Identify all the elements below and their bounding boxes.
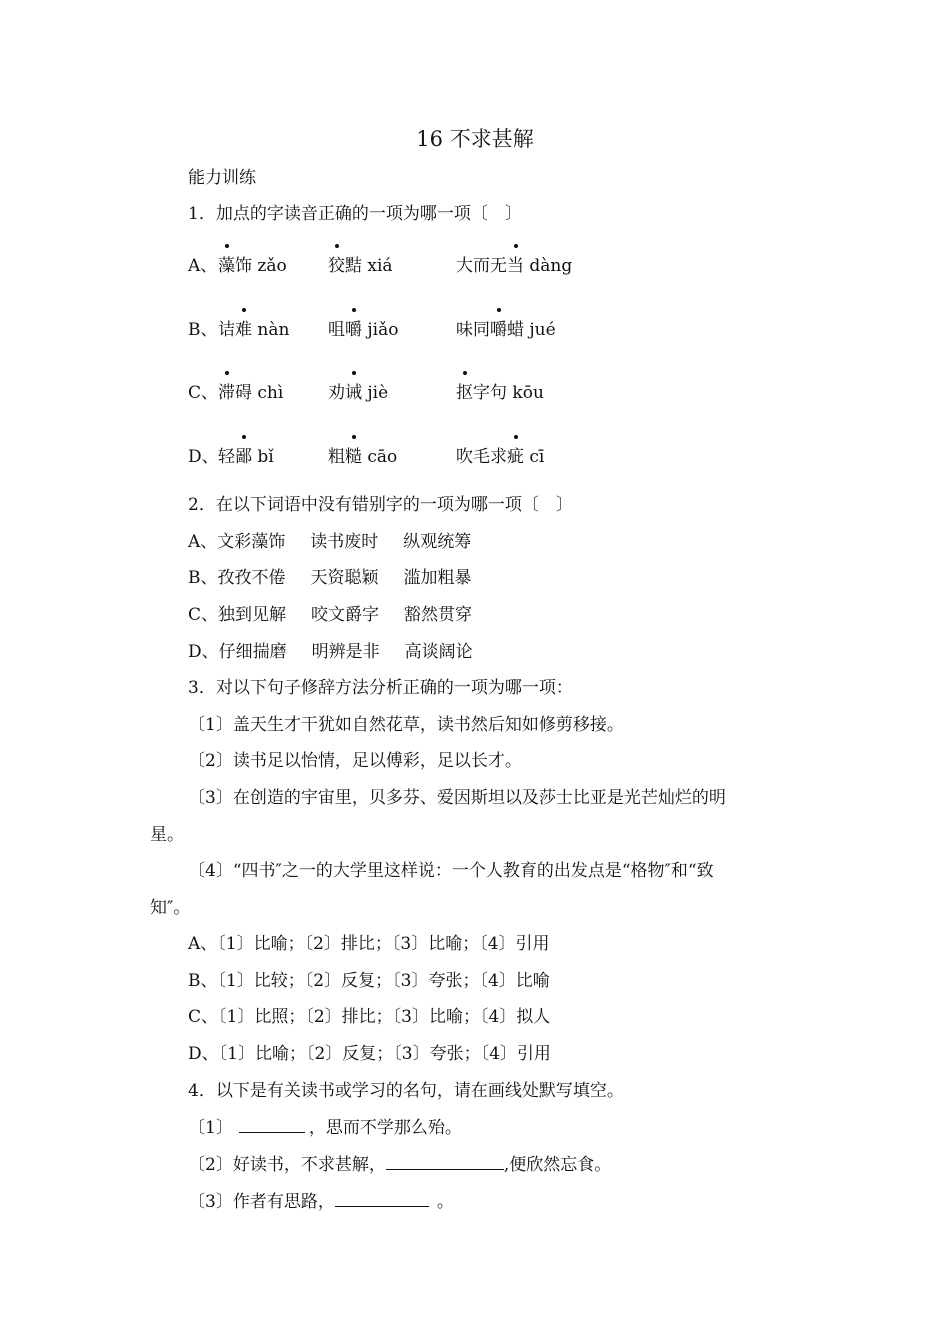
word-text: 味同 <box>456 320 490 340</box>
section-heading: 能力训练 <box>188 168 256 188</box>
emphasis-dot <box>352 371 356 375</box>
q3-option-c: C、〔1〕比照；〔2〕排比；〔3〕比喻；〔4〕拟人 <box>188 1007 551 1027</box>
q3-option-d: D、〔1〕比喻；〔2〕反复；〔3〕夸张；〔4〕引用 <box>188 1044 551 1064</box>
emphasis-dot <box>463 371 467 375</box>
q3-sentence-1: 〔1〕盖天生才干犹如自然花草，读书然后知如修剪移接。 <box>188 715 624 735</box>
dotted-character: 藻 <box>218 255 235 277</box>
word-text: bǐ <box>252 447 274 467</box>
option-label: D、 <box>188 447 219 467</box>
pinyin-item <box>218 319 289 341</box>
emphasis-dot <box>352 435 356 439</box>
dotted-character: 鄙 <box>235 446 252 468</box>
dotted-character: 疵 <box>507 446 524 468</box>
pinyin-item <box>456 319 556 341</box>
question-4-stem: 4．以下是有关读书或学习的名句，请在画线处默写填空。 <box>188 1081 624 1101</box>
q1-option-c <box>188 382 544 404</box>
pinyin-item <box>218 382 283 404</box>
word-text: 黠 xiá <box>345 256 393 276</box>
answer-blank[interactable] <box>335 1190 429 1207</box>
q1-option-b <box>188 319 556 341</box>
pinyin-item <box>328 382 388 404</box>
option-label: A、 <box>188 532 218 552</box>
q3-sentence-3-cont: 星。 <box>150 825 184 845</box>
pinyin-item <box>218 255 287 277</box>
pinyin-item <box>218 446 274 468</box>
option-label: C、 <box>188 605 219 625</box>
emphasis-dot <box>225 244 229 248</box>
q4-fill-3 <box>188 1190 454 1213</box>
emphasis-dot <box>242 435 246 439</box>
option-word: 孜孜不倦 <box>217 568 286 588</box>
emphasis-dot <box>225 371 229 375</box>
answer-blank[interactable] <box>239 1116 305 1133</box>
dotted-character: 抠 <box>456 382 473 404</box>
q3-option-b: B、〔1〕比较；〔2〕反复；〔3〕夸张；〔4〕比喻 <box>188 971 550 991</box>
emphasis-dot <box>335 244 339 248</box>
q3-option-a: A、〔1〕比喻；〔2〕排比；〔3〕比喻；〔4〕引用 <box>188 934 550 954</box>
q3-sentence-2: 〔2〕读书足以怡情，足以傅彩，足以长才。 <box>188 751 522 771</box>
q3-sentence-4-cont: 知″。 <box>150 898 191 918</box>
pinyin-item <box>456 255 572 277</box>
fill-text: ,便欣然忘食。 <box>503 1155 612 1175</box>
option-word: 高谈阔论 <box>404 642 473 662</box>
fill-text: ，思而不学那么殆。 <box>308 1118 462 1138</box>
word-text: 粗 <box>328 447 345 467</box>
pinyin-item <box>328 255 393 277</box>
pinyin-item <box>456 446 544 468</box>
word-text: 碍 chì <box>235 383 284 403</box>
dotted-character: 糙 <box>345 446 362 468</box>
word-text: jiè <box>362 383 389 403</box>
question-3-stem: 3．对以下句子修辞方法分析正确的一项为哪一项： <box>188 678 573 698</box>
word-text: nàn <box>252 320 290 340</box>
option-word: 仔细揣磨 <box>218 642 287 662</box>
word-text: jiǎo <box>362 320 399 340</box>
option-label: B、 <box>188 568 218 588</box>
option-word: 天资聪颖 <box>310 568 379 588</box>
pinyin-item <box>328 319 398 341</box>
dotted-character: 嚼 <box>490 319 507 341</box>
q2-option-d <box>188 641 473 663</box>
dotted-character: 滞 <box>218 382 235 404</box>
word-text: 饰 zǎo <box>235 256 287 276</box>
dotted-character: 难 <box>235 319 252 341</box>
page-title: 16 不求甚解 <box>416 127 534 151</box>
option-label: C、 <box>188 383 219 403</box>
q2-option-a <box>188 531 471 553</box>
emphasis-dot <box>514 244 518 248</box>
dotted-character: 嚼 <box>345 319 362 341</box>
word-text: 吹毛求 <box>456 447 507 467</box>
q4-fill-2 <box>188 1153 611 1176</box>
option-word: 咬文爵字 <box>311 605 380 625</box>
q2-option-b <box>188 567 472 589</box>
word-text: cāo <box>362 447 398 467</box>
emphasis-dot <box>514 435 518 439</box>
answer-blank[interactable] <box>386 1153 504 1170</box>
option-word: 滥加粗暴 <box>403 568 472 588</box>
word-text: 蜡 jué <box>507 320 556 340</box>
dotted-character: 当 <box>507 255 524 277</box>
q2-option-c <box>188 604 472 626</box>
option-label: D、 <box>188 642 219 662</box>
option-word: 文彩藻饰 <box>217 532 286 552</box>
q4-fill-1 <box>188 1116 462 1139</box>
emphasis-dot <box>497 308 501 312</box>
option-label: B、 <box>188 320 218 340</box>
option-label: A、 <box>188 256 218 276</box>
question-2-stem: 2．在以下词语中没有错别字的一项为哪一项〔 〕 <box>188 495 573 515</box>
word-text: 轻 <box>218 447 235 467</box>
q3-sentence-4: 〔4〕“四书″之一的大学里这样说：一个人教育的出发点是“格物″和“致 <box>188 861 714 881</box>
fill-text: 〔3〕作者有思路， <box>188 1192 335 1212</box>
option-word: 读书废时 <box>310 532 379 552</box>
word-text: 劝 <box>328 383 345 403</box>
word-text: dàng <box>524 256 573 276</box>
fill-label: 〔1〕 <box>188 1118 233 1138</box>
dotted-character: 诫 <box>345 382 362 404</box>
word-text: cī <box>524 447 545 467</box>
word-text: 大而无 <box>456 256 507 276</box>
option-word: 豁然贯穿 <box>404 605 473 625</box>
emphasis-dot <box>352 308 356 312</box>
question-1-stem: 1．加点的字读音正确的一项为哪一项〔 〕 <box>188 204 522 224</box>
q3-sentence-3: 〔3〕在创造的宇宙里，贝多芬、爱因斯坦以及莎士比亚是光芒灿烂的明 <box>188 788 726 808</box>
word-text: 字句 kōu <box>473 383 544 403</box>
pinyin-item <box>328 446 397 468</box>
option-word: 纵观统筹 <box>403 532 472 552</box>
option-word: 独到见解 <box>218 605 287 625</box>
fill-text: 。 <box>436 1192 454 1212</box>
q1-option-a <box>188 255 573 277</box>
word-text: 咀 <box>328 320 345 340</box>
dotted-character: 狡 <box>328 255 345 277</box>
fill-text: 〔2〕好读书，不求甚解， <box>188 1155 386 1175</box>
q1-option-d <box>188 446 545 468</box>
emphasis-dot <box>242 308 246 312</box>
option-word: 明辨是非 <box>311 642 380 662</box>
word-text: 诘 <box>218 320 235 340</box>
pinyin-item <box>456 382 544 404</box>
